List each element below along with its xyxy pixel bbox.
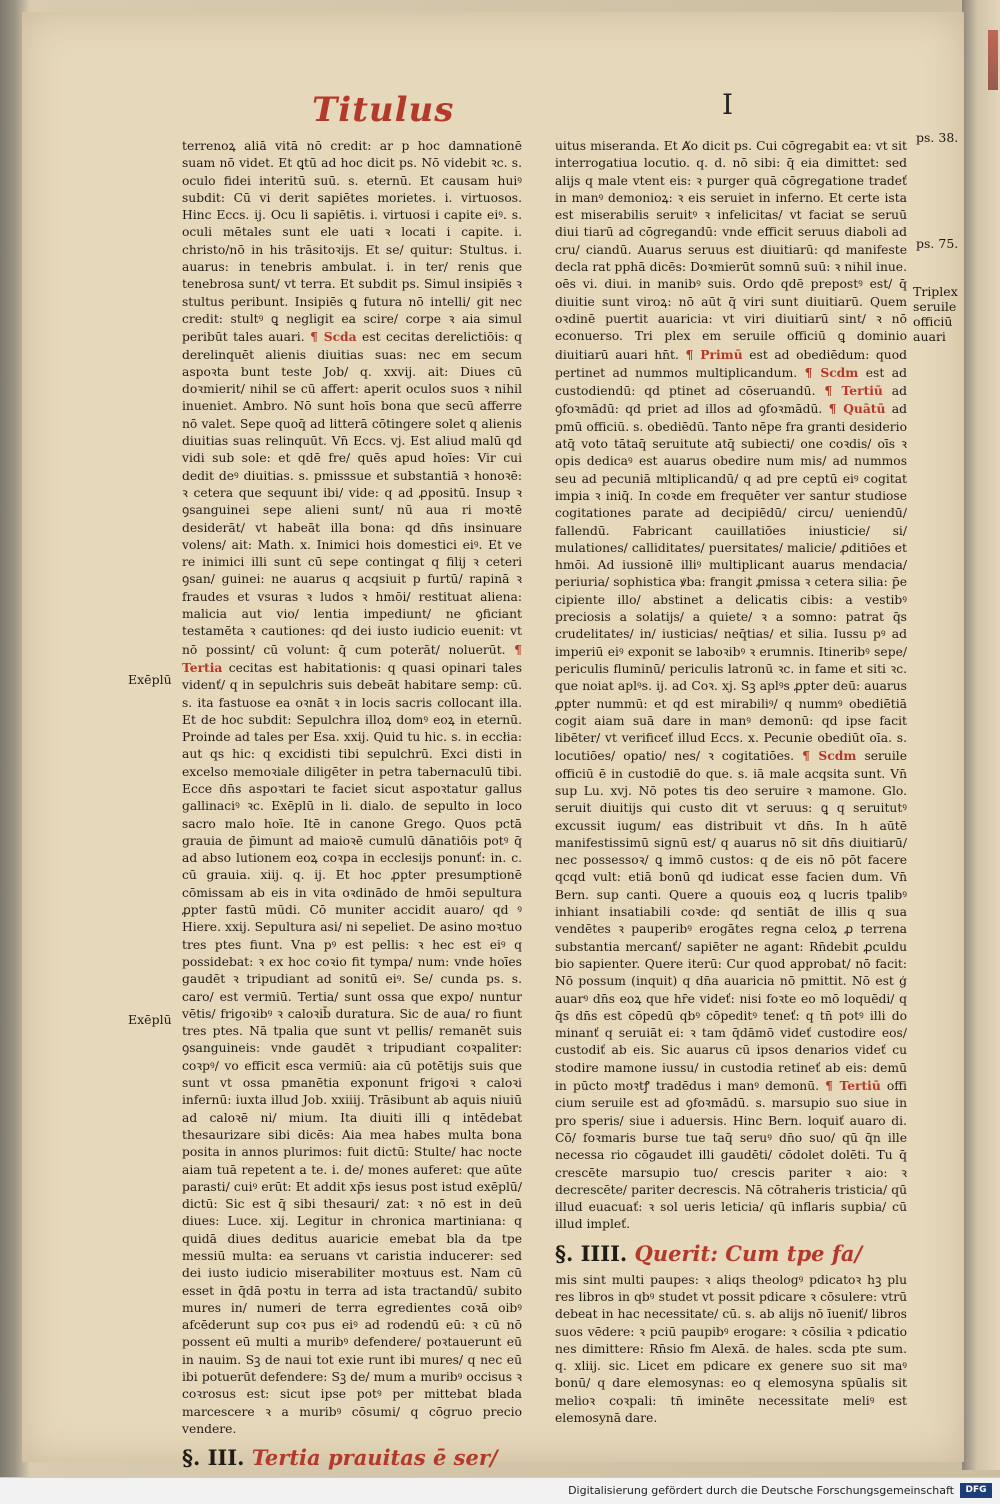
margin-note-triplex — [913, 284, 958, 344]
dfg-logo: DFG — [960, 1483, 992, 1498]
rubric-initial: ¶ Primū — [685, 346, 743, 362]
text-run: ad ꝯfoꝛmādū: qd priet ad illos ad ꝯfoꝛmādū. — [555, 384, 907, 417]
rubric-initial: ¶ Scdm — [804, 364, 859, 380]
section-sign: §. IIII. — [555, 1240, 628, 1266]
running-head: Titulus — [312, 90, 455, 130]
text-run: ad pmū officiū. s. obediēdū. Tanto nēpe fra granti desiderio atq̄ voto tātaq̄ seruitute atq̄ subiecti/ one coꝛdis/ oīs ꝛ opis dedicaꝰ est auarus obedire num mis/ ad nummos seu ad pecuniā mltiplicandū/ q ad pre ceptū eiꝰ cogitat impia ꝛ iniq̄. In coꝛde em frequēter ver santur studiose cogitationes parate ad decipiēdū/ circu/ ueniendū/ fallendū. Fabricant cauillatiōes iniusticie/ si/ mulationes/ calliditates/ puersitates/ malicie/ ꝓditiōes et hmōi. Ad iussionē illiꝰ multiplicant auarus mendacia/ periuria/ sophistica ꝟba: frangit ꝓmissa ꝛ cetera silia: p̄e cipiente illo/ abstinet a delicatis cibis: a vestibꝰ preciosis a solatijs/ a quiete/ ꝛ a somno: patrat q̄s crudelitates/ in/ iusticias/ neq̄tias/ et silia. Iussu pꝰ ad imperiū eiꝰ exponit se laboꝛibꝰ ꝛ erumnis. Itineribꝰ sepe/ periculis fluminū/ periculis latronū ꝛc. in fame et siti ꝛc. que noiat aplꝰs. ij. ad Coꝛ. xj. Sꝫ aplꝰs ꝓpter deū: auarus ꝓpter nummū: et qd est mirabiliꝰ/ q nummꝰ obediētiā cogit aiam suā dare in manꝰ demonū: qd ipse facit libēter/ vt verificeť illud Eccs. x. Pecunie obediūt oīa. s. locutiōes/ opatio/ nes/ ꝛ cogitatiōes. — [555, 402, 907, 764]
text-run: terrenoꝝ aliā vitā nō credit: ar p hoc damnationē suam nō videt. Et ꝗtū ad hoc dicit ps. Nō videbit ꝛc. s. oculo fidei interitū suū. s. eternū. Et causam huiꝰ subdit: Cū vi derit sapiētes morietes. i. virtuosos. Hinc Eccs. ij. Ocu li sapiētis. i. virtuosi i capite eiꝰ. s. oculi mētales sunt ele uati ꝛ locati i capite. i. christo/nō in his trāsitoꝛijs. Et se/ quitur: Stultus. i. auarus: in tenebris ambulat. i. in ter/ renis que tenebrosa sunt/ vt terra. Et subdit ps. Simul insipiēs ꝛ stultus peribunt. Insipiēs ꝗ futura nō intelli/ git nec credit: stultꝰ ꝗ negligit ea scire/ corpe ꝛ aia simul peribūt tales auari. — [182, 139, 522, 345]
margin-note-line: auari — [913, 329, 946, 344]
text-run: offi cium seruile est ad ꝯfoꝛmādū. s. marsupio suo siue in pro speris/ siue i aduersis. Hinc Bern. loquiť auaro di. Cō/ foꝛmaris burse tue taq̄ seruꝰ dn̄o suo/ qū q̄n ille necessa rio cōgaudet illi gaudēti/ cōdolet dolēti. Tu q̄ crescēte marsupio tuo/ crescis pariter ꝛ aio: ꝛ decrescēte/ pariter decrescis. Nā cōtraheris tristicia/ qū illud euacuať: ꝛ sol ueris leticia/ qū inflaris supbia/ cū illud impleť. — [555, 1079, 907, 1232]
folio-number: I — [722, 88, 734, 121]
margin-note-exemplum: Exēplū — [128, 1012, 172, 1027]
rubric-mark — [988, 30, 998, 90]
footer-bar — [0, 1477, 1000, 1504]
paragraph — [555, 1272, 907, 1428]
rubric-initial: ¶ Tertia — [182, 641, 522, 675]
rubric-word: Scdm — [818, 748, 857, 764]
text-run: cecitas est habitationis: q quasi opinari tales videnť/ q in sepulchris suis debeāt habitare semp: cū. s. ita fastuose ea oꝛnāt ꝛ in locis sacris collocant illa. Et de hoc subdit: Sepulchra illoꝝ domꝰ eoꝝ in eternū. Proinde ad tales per Esa. xxij. Quid tu hic. s. in eccłia: aut qs hic: q excidisti tibi sepulchrū. Exci disti in excelso memoꝛiale diligēter in petra tabernaculū tibi. Ecce dn̄s aspoꝛtari te faciet sicut aspoꝛtatur gallus gallinaciꝰ ꝛc. Exēplū in li. dialo. de sepulto in loco sacro malo hoīe. Itē in canone Grego. Quos pctā grauia de p̄imunt ad maioꝛē cumulū dānatiōis potꝰ q̄ ad abso lutionem eoꝝ coꝛpa in ecclesijs ponunť: in. c. cū grauia. xiij. q. ij. Et hoc ꝓpter presumptionē cōmissam ab eis in vita oꝛdinādo de hmōi sepultura ꝓpter fastū mūdi. Cō muniter accidit auaro/ qd ꝰ Hiere. xxij. Sepultura asi/ ni sepeliet. De asino moꝛtuo tres ptes fiunt. Vna pꝰ est pellis: ꝛ hec est eiꝰ q possidebat: ꝛ ex hoc coꝛio fit tympa/ num: vnde hoīes gaudēt ꝛ tripudiant ad sonitū eiꝰ. Se/ cunda ps. s. caro/ est vermiū. Tertia/ sunt ossa que expo/ nuntur vētis/ frigoꝛibꝰ ꝛ caloꝛib̄ duratura. Sic de aua/ ro fiunt tres ptes. Nā tpalia que sunt vt pellis/ remanēt suis ꝯsanguineis: vnde gaudēt ꝛ tripudiant coꝛpaliter: coꝛpꝰ/ vo efficit esca vermiū: aia cū potētijs suis que sunt vt ossa pmanētia exponunt frigoꝛi ꝛ caloꝛi infernū: iuxta illud Job. xxiiij. Trāsibunt ab aquis niuiū ad caloꝛē ni/ mium. Ita diuiti illi q intēdebat thesaurizare sibi dicēs: Aia mea habes multa bona posita in annos plurimos: fuit dictū: Stulte/ hac nocte aiam tuā repetent a te. i. de/ mones auferet: que aūte parasti/ cuiꝰ erūt: Et addit xp̄s iesus post istud exēplū/ dictū: Sic est q̄ sibi thesauri/ zat: ꝛ nō est in deū diues: Luce. xij. Legitur in chronica martiniana: q quidā diues deditus auaricie emebat bla da tpe messiū multa: ea seruans vt caristia inducerer: sed dei iusto iudicio miserabiliter moꝛtuus est. Nam cū esset in q̄dā poꝛtu in terra ad ista tractandū/ subito mures in/ numeri de terra egredientes coꝛā oibꝰ afcēderunt sup coꝛ pus eiꝰ ad rodendū eū: ꝛ cū nō possent eū multi a muribꝰ defendere/ poꝛtauerunt eū in nauim. Sꝫ de naui tot exie runt ibi mures/ q nec eū ibi potuerūt defendere: Sꝫ de/ mum a muribꝰ occisus ꝛ coꝛrosus est: sicut ipse potꝰ per mittebat blada marcescere ꝛ a muribꝰ cōsumi/ q cōgruo precio vendere. — [182, 660, 523, 1436]
rubric-word: Quātū — [843, 401, 886, 417]
rubric-word: Tertia — [182, 659, 223, 675]
section-heading-rubric: Tertia prauitas ē ser/ — [251, 1445, 498, 1471]
right-column — [555, 138, 907, 1427]
rubric-word: Scdm — [820, 364, 859, 380]
text-run: mis sint multi paupes: ꝛ aliqs theologꝰ pdicatoꝛ hꝫ plu res libros in qbꝰ studet vt possit pdicare ꝛ cōsulere: vtrū debeat in hac necessitate/ cū. s. ab alijs nō īueniť/ libros suos vēdere: ꝛ pciū paupibꝰ erogare: ꝛ cōsilia ꝛ pdicatio nes dimittere: Rn̄sio fm Alexā. de hales. scda pte sum. q. xliij. sic. Licet em pdicare ex genere suo sit maꝰ bonū/ q dare elemosynas: eo q elemosyna spūalis sit melioꝛ coꝛpali: tn̄ iminēte necessitate meliꝰ est elemosynā dare. — [555, 1272, 907, 1426]
rubric-initial: ¶ Tertiū — [824, 383, 883, 399]
margin-note-exemplum: Exēplū — [128, 672, 172, 687]
rubric-initial: ¶ Scdm — [802, 748, 857, 764]
section-sign: §. III. — [182, 1445, 245, 1471]
text-run: seruile officiū ē in custodiē do que. s. iā male acqsita sunt. Vn̄ sup Lu. xvj. Nō potes tis deo seruire ꝛ mamone. Glo. seruit diuitijs qui custo dit vt seruus: ꝗ q seruitutꝰ excussit iugum/ eas distribuit vt dn̄s. In h aūtē manifestissimū signū est/ q auarus nō sit dn̄s diuitiarū/ nec possessoꝛ/ ꝗ immō custos: q de eis nō pōt facere qcqd vult: etiā bonū qd iudicat esse facien dum. Vn̄ Bern. sup canti. Quere a quouis eoꝝ q lucris tpalibꝰ inhiant insatiabili coꝛde: qd sentiāt de illis q sua vendētes ꝛ pauperibꝰ erogātes regna celoꝝ ꝓ terrena substantia mercanť/ sapiēter ne agant: Rn̄debit ꝓculdu bio sapienter. Quere iterū: Cur quod approbat/ nō facit: Nō possum (inquit) q dn̄a auaricia nō pmittit. Nō est ģ auarꝰ dn̄s eoꝝ que hr̄e videť: nisi foꝛte eo mō loquēdi/ q q̄s dn̄s est cōpedū qbꝰ cōpeditꝰ teneť: q tn̄ potꝰ illi do minanť q seruiāt ei: ꝛ tam q̄dāmō videť custodire eos/ custodiť ab eis. Sic auarus cū ipsos denarios videť cu stodire mamone iussu/ in custodia retineť ab eis: demū in pūcto moꝛtꝭ tradēdus i manꝰ demonū. — [555, 749, 907, 1094]
margin-note-line: officiū — [913, 314, 953, 329]
margin-note-psalm: ps. 38. — [916, 130, 959, 145]
section-heading — [182, 1444, 522, 1472]
rubric-initial: ¶ Quātū — [828, 401, 886, 417]
margin-note-line: seruile — [913, 299, 957, 314]
text-run: est ad obediēdum: quod pertinet ad nummos multiplicandum. — [555, 347, 907, 380]
rubric-word: Tertiū — [839, 1078, 881, 1094]
footer-credit: Digitalisierung gefördert durch die Deutsche Forschungsgemeinschaft — [568, 1484, 954, 1497]
rubric-word: Primū — [700, 346, 743, 362]
section-heading-rubric: Querit: Cum tpe fa/ — [634, 1240, 863, 1266]
text-run: est cecitas derelictiōis: q derelinquēt alienis diuitias suas: nec em secum aspoꝛta bunt teste Job/ q. xxvij. ait: Diues cū doꝛmierit/ nihil se cū affert: aperit oculos suos ꝛ nihil inueniet. Ambro. Nō sunt hoīs bona que secū afferre nō valet. Sepe quoq̄ ad litterā cōtingere solet q alienis diuitias suas relinquūt. Vn̄ Eccs. vj. Est aliud malū qd vidi sub sole: et qdē fre/ quēs apud hoīes: Vir cui dedit deꝰ diuitias. s. pmisssue et substantiā ꝛ honoꝛē: ꝛ cetera que sequunt ibi/ vide: q ad ꝓpositū. Insup ꝛ ꝯsanguinei sepe alieni sunt/ nū aua ri moꝛtē desiderāt/ vt habeāt illa bona: qd dn̄s insinuare volens/ ait: Math. x. Inimici hois domestici eiꝰ. Et ve re inimici illi sunt cū sepe contingat q filij ꝛ ceteri ꝯsan/ guinei: ne auarus q acqsiuit p furtū/ rapinā ꝛ fraudes et vsuras ꝛ ludos ꝛ hmōi/ restituat aliena: malicia aut vio/ lentia impediunt/ ne ꝯficiant testamēta ꝛ cautiones: qd dei iusto iudicio euenit: vt nō possint/ cū volunt: q̄ cum poterāt/ noluerūt. — [182, 330, 522, 657]
margin-note-line: Triplex — [913, 284, 958, 299]
text-run: est ad custodiendū: qd ptinet ad cōseruandū. — [555, 365, 907, 399]
rubric-word: Scda — [323, 329, 357, 345]
left-column — [182, 138, 522, 1476]
section-heading — [555, 1240, 907, 1268]
next-page-edge — [962, 0, 1000, 1470]
rubric-word: Tertiū — [841, 383, 883, 399]
text-run: uitus miseranda. Et Ⱥo dicit ps. Cui cōgregabit ea: vt sit interrogatiua locutio. q. d. nō sibi: q̄ eia dimittet: sed alijs q male vtent eis: ꝛ purger quā cōgregatione tradeť in manꝰ demonioꝝ: ꝛ eis seruiet in inferno. Et certe ista est miserabilis seruitꝰ ꝛ infelicitas/ vt faciat se seruū diui tiarū ad cōgregandū: vnde efficit seruus diaboli ad cru/ ciandū. Auarus seruus est diuitiarū: qd manifeste decla rat pphā dicēs: Doꝛmierūt somnū suū: ꝛ nihil inue. oēs vi. diui. in manibꝰ suis. Ordo qdē prepostꝰ est/ q̄ diuitie sunt viroꝝ: nō aūt q̄ viri sunt diuitiarū. Quem oꝛdinē puertit auaricia: vt viri diuitiarū sint/ ꝛ nō econuerso. Tri plex em seruile officiū ꝗ dominio diuitiarū auari hn̄t. — [555, 139, 907, 362]
margin-note-psalm: ps. 75. — [916, 236, 959, 251]
rubric-initial: ¶ Tertiū — [825, 1078, 881, 1094]
paragraph — [555, 138, 907, 1234]
paragraph — [182, 138, 522, 1438]
rubric-initial: ¶ Scda — [310, 329, 357, 345]
